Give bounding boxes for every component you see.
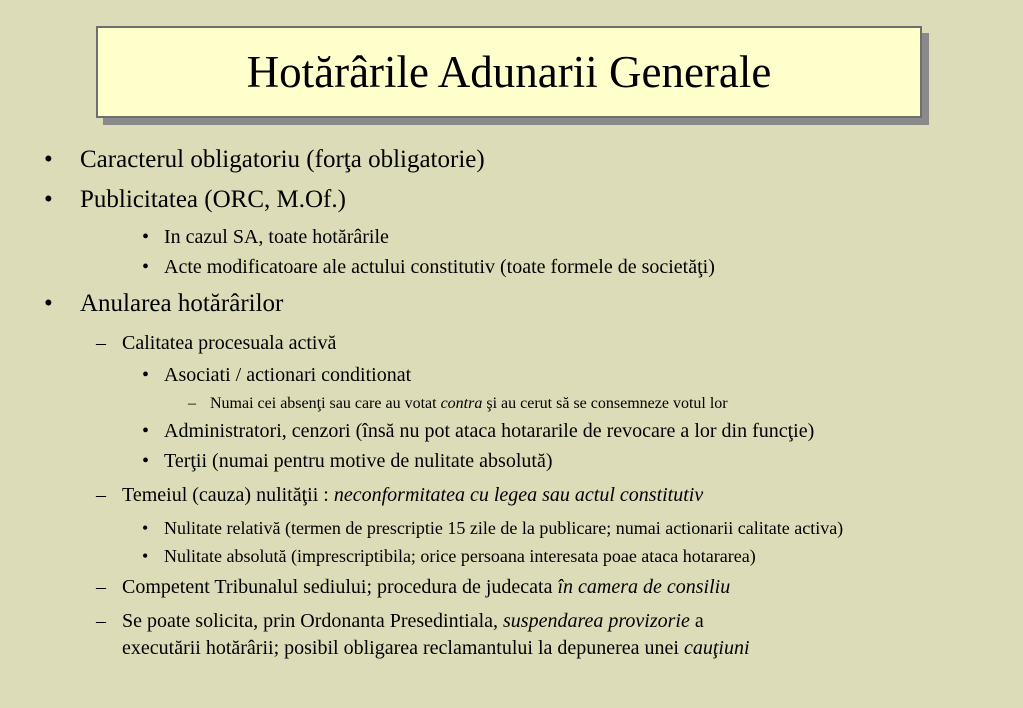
dash-marker: – [96,576,106,598]
dash-text-emphasis: în camera de consiliu [557,576,731,598]
bullet-text: Terţii (numai pentru motive de nulitate absolută) [164,450,553,472]
dash-marker: – [96,484,106,506]
dash-text-post: a [689,610,704,632]
dash-text-emphasis: contra [440,395,483,412]
bullet-text: Nulitate absolută (imprescriptibila; orice persoana interesata poae ataca hotararea) [164,546,756,566]
sub-bullet-item [142,364,412,387]
bullet-text: Publicitatea (ORC, M.Of.) [80,186,346,213]
dash-item [96,610,704,633]
bullet-marker: • [142,226,150,248]
sub-dash-item [188,395,728,413]
dash-item [96,576,731,599]
bullet-marker: • [44,290,53,317]
bullet-marker: • [44,186,53,213]
dash-marker: – [188,395,196,412]
dash-item [96,484,704,507]
bullet-marker: • [142,450,150,472]
dash-item-continuation [122,637,750,660]
bullet-text: Caracterul obligatoriu (forţa obligatorie) [80,146,485,173]
slide-title: Hotărârile Adunarii Generale [246,47,772,97]
bullet-text: Acte modificatoare ale actului constitutiv (toate formele de societăţi) [164,256,715,278]
bullet-marker: • [142,256,150,278]
bullet-marker: • [142,518,149,538]
bullet-marker: • [44,146,53,173]
sub-bullet-item [142,256,715,279]
bullet-item [44,146,485,174]
dash-text: Calitatea procesuala activă [122,332,337,354]
dash-text-pre: Temeiul (cauza) nulităţii : [122,484,334,506]
dash-text-post: şi au cerut să se consemneze votul lor [482,395,728,412]
bullet-item [44,186,346,214]
bullet-marker: • [142,364,150,386]
dash-text-emphasis: cauţiuni [683,637,750,659]
dash-text-pre: Competent Tribunalul sediului; procedura de judecata [122,576,558,598]
bullet-text: Administratori, cenzori (însă nu pot ataca hotararile de revocare a lor din funcţie) [164,420,815,442]
dash-text-pre: Numai cei absenţi sau care au votat [210,395,441,412]
bullet-text: Anularea hotărârilor [80,290,284,317]
dash-marker: – [96,610,106,632]
dash-marker: – [96,332,106,354]
sub-bullet-item [142,546,756,567]
sub-bullet-item [142,450,553,473]
bullet-text: Nulitate relativă (termen de prescriptie 15 zile de la publicare; numai actionarii calitate activa) [164,518,844,538]
bullet-text: In cazul SA, toate hotărârile [164,226,389,248]
dash-item [96,332,337,355]
bullet-item [44,290,284,318]
dash-text-emphasis: suspendarea provizorie [503,610,690,632]
sub-bullet-item [142,420,815,443]
bullet-marker: • [142,546,149,566]
bullet-marker: • [142,420,150,442]
sub-bullet-item [142,226,389,249]
dash-text-pre: Se poate solicita, prin Ordonanta Presedintiala, [122,610,504,632]
dash-text-pre: executării hotărârii; posibil obligarea reclamantului la depunerea unei [122,637,684,659]
sub-bullet-item [142,518,844,539]
bullet-text: Asociati / actionari conditionat [164,364,412,386]
dash-text-emphasis: neconformitatea cu legea sau actul constitutiv [333,484,704,506]
